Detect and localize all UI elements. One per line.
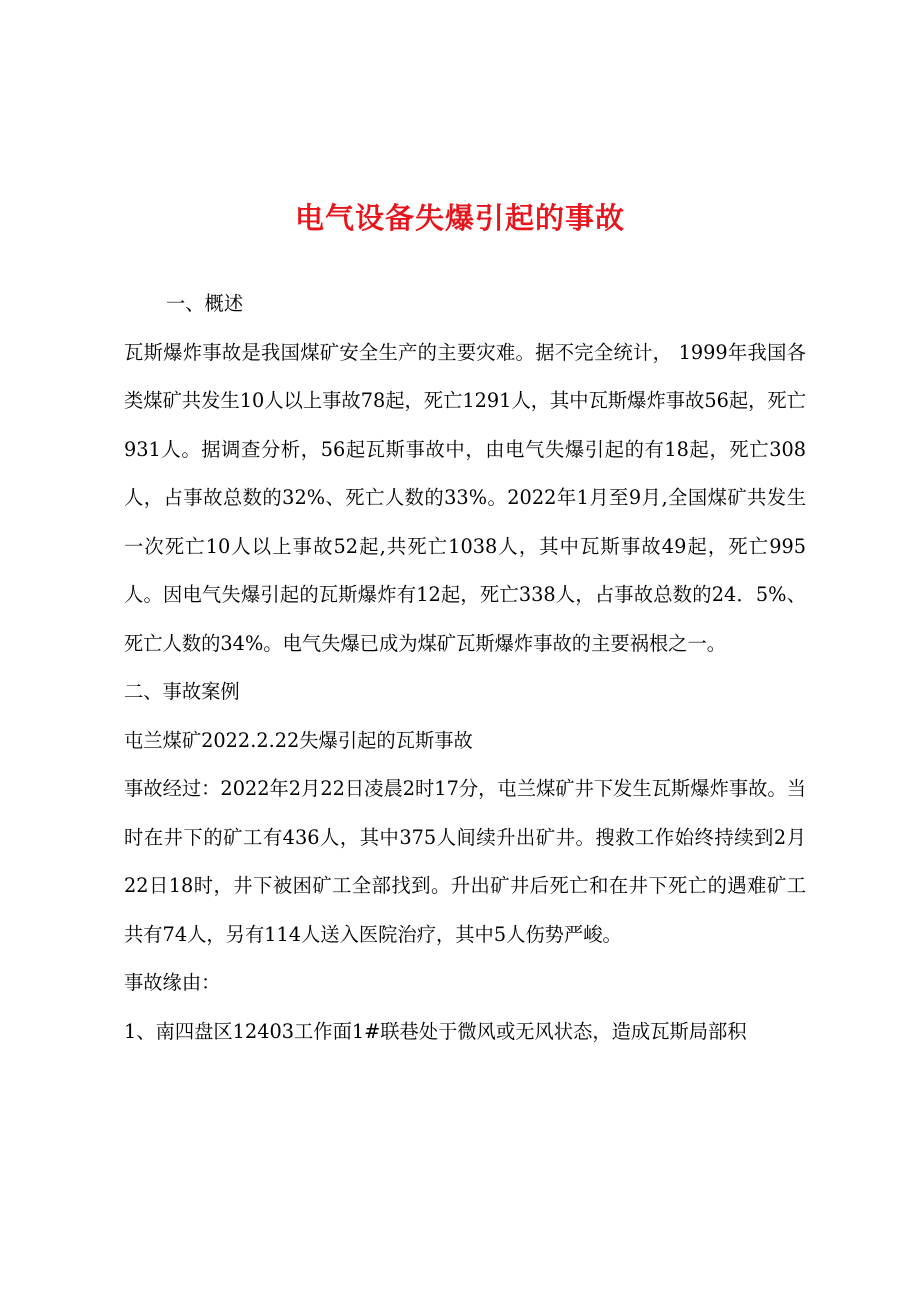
cause-heading: 事故缘由： (124, 971, 221, 994)
cause-item-1: 1、南四盘区12403工作面1#联巷处于微风或无风状态，造成瓦斯局部积 (124, 1019, 747, 1043)
section-heading-cases: 二、事故案例 (124, 680, 240, 703)
case-process-paragraph: 事故经过：2022年2月22日凌晨2时17分，屯兰煤矿井下发生瓦斯爆炸事故。当时在井下的矿工有436人，其中375人间续升出矿井。搜救工作始终持续到2月22日18时，井下被困矿工全部找到。升出矿井后死亡和在井下死亡的遇难矿工共有74人，另有114人送入医院治疗，其中5人伤势严峻。 (124, 777, 806, 946)
case-title: 屯兰煤矿2022.2.22失爆引起的瓦斯事故 (124, 728, 473, 752)
overview-paragraph: 瓦斯爆炸事故是我国煤矿安全生产的主要灾难。据不完全统计， 1999年我国各类煤矿共发生10人以上事故78起，死亡1291人，其中瓦斯爆炸事故56起，死亡931人。据调查分析，56起瓦斯事故中，由电气失爆引起的有18起，死亡308人，占事故总数的32%、死亡人数的33%。2022年1月至9月,全国煤矿共发生一次死亡10人以上事故52起,共死亡1038人，其中瓦斯事故49起，死亡995人。因电气失爆引起的瓦斯爆炸有12起，死亡338人，占事故总数的24．5%、死亡人数的34%。电气失爆已成为煤矿瓦斯爆炸事故的主要祸根之一。 (124, 340, 806, 655)
section-heading-overview: 一、概述 (166, 292, 244, 315)
document-title: 电气设备失爆引起的事故 (294, 201, 625, 235)
document-body (124, 280, 806, 1056)
